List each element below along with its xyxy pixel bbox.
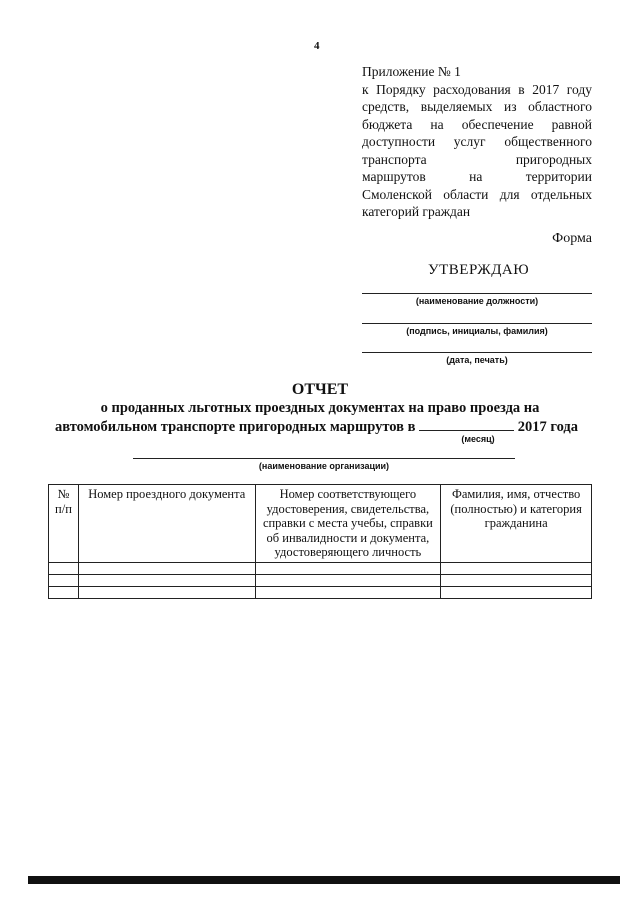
table-cell (78, 586, 255, 598)
approve-title: УТВЕРЖДАЮ (428, 262, 530, 278)
date-line (362, 352, 592, 353)
table-cell (255, 562, 441, 574)
annex-line: к Порядку расходования в 2017 году (362, 81, 592, 97)
table-cell (441, 562, 592, 574)
signature-caption: (подпись, инициалы, фамилия) (406, 326, 548, 336)
organization-caption: (наименование организации) (258, 461, 390, 471)
position-caption: (наименование должности) (415, 296, 539, 306)
subtitle-prefix: автомобильном транспорте пригородных маршрутов в (55, 419, 416, 435)
annex-line: транспорта пригородных (362, 151, 592, 167)
month-field (419, 418, 514, 431)
date-caption: (дата, печать) (446, 355, 508, 365)
annex-line: Смоленской области для отдельных (362, 186, 592, 202)
form-label: Форма (552, 231, 592, 246)
report-subtitle-line1: о проданных льготных проездных документах на право проезда на (100, 400, 540, 416)
annex-line: доступности услуг общественного (362, 134, 592, 149)
col-header-number: № п/п (49, 485, 79, 563)
col-header-ticket-number: Номер проездного документа (78, 485, 255, 563)
annex-line: средств, выделяемых из областного (362, 99, 592, 114)
table-cell (255, 574, 441, 586)
table-row (49, 562, 592, 574)
table-cell (78, 574, 255, 586)
annex-block (362, 63, 592, 221)
table-cell (49, 586, 79, 598)
col-header-document-number: Номер соответствующего удостоверения, свидетельства, справки с места учебы, справки об инвалидности и документа, удостоверяющего личность (255, 485, 441, 563)
annex-line: маршрутов на территории (362, 169, 592, 184)
table-header-row (49, 485, 592, 563)
subtitle-suffix: 2017 года (517, 419, 578, 435)
table-cell (441, 574, 592, 586)
annex-line: категорий граждан (362, 204, 471, 219)
table-row (49, 586, 592, 598)
table-cell (49, 574, 79, 586)
report-table (48, 484, 592, 599)
annex-line: бюджета на обеспечение равной (362, 116, 592, 132)
organization-line (133, 458, 515, 459)
scan-edge-bar (28, 876, 620, 884)
signature-line (362, 323, 592, 324)
col-header-full-name: Фамилия, имя, отчество (полностью) и категория гражданина (441, 485, 592, 563)
table-cell (49, 562, 79, 574)
table-cell (255, 586, 441, 598)
table-cell (78, 562, 255, 574)
month-caption: (месяц) (461, 434, 495, 444)
table-cell (441, 586, 592, 598)
annex-line: Приложение № 1 (362, 64, 461, 79)
position-line (362, 293, 592, 294)
page-number: 4 (314, 40, 320, 52)
table-row (49, 574, 592, 586)
report-subtitle-line2 (55, 418, 615, 436)
report-title: ОТЧЕТ (291, 381, 349, 398)
